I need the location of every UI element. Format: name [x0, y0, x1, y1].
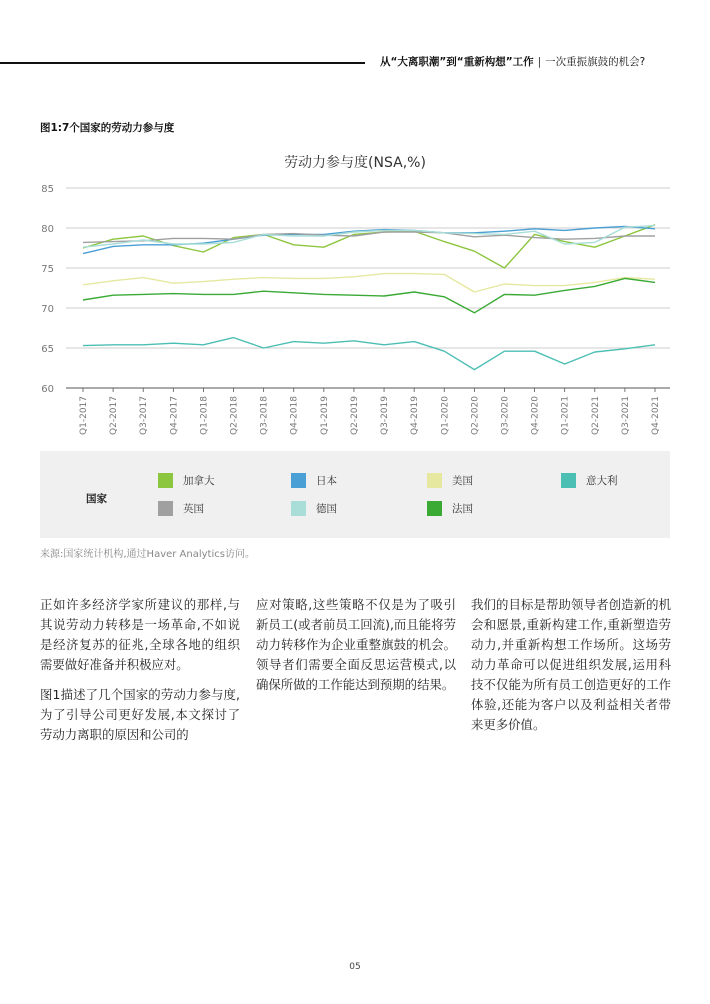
x-tick-label: Q3-2019	[380, 396, 391, 435]
series-line-法国	[83, 278, 655, 312]
y-tick-label: 60	[41, 384, 54, 395]
legend-swatch-france	[427, 501, 442, 516]
x-tick-label: Q2-2020	[470, 396, 481, 435]
legend-swatch-uk	[158, 501, 173, 516]
x-tick-label: Q4-2018	[289, 396, 300, 435]
x-tick-label: Q4-2017	[169, 396, 180, 435]
legend-heading: 国家	[86, 493, 107, 505]
paragraph: 正如许多经济学家所建议的那样,与其说劳动力转移是一场革命,不如说是经济复苏的征兆,全球各地的组织需要做好准备并积极应对。	[40, 597, 240, 672]
x-tick-label: Q2-2021	[590, 396, 601, 435]
x-tick-label: Q1-2021	[560, 396, 571, 435]
x-tick-label: Q2-2018	[229, 396, 240, 435]
y-tick-label: 65	[41, 344, 54, 355]
x-tick-label: Q4-2021	[651, 396, 661, 435]
paragraph: 我们的目标是帮助领导者创造新的机会和愿景,重新构建工作,重新塑造劳动力,并重新构想工作场所。这场劳动力革命可以促进组织发展,运用科技不仅能为所有员工创造更好的工作体验,还能为客户以及利益相关者带来更多价值。	[471, 597, 671, 732]
x-tick-label: Q2-2019	[349, 396, 360, 435]
header-rule	[0, 62, 365, 64]
legend-label-germany: 德国	[316, 503, 337, 515]
legend	[40, 451, 670, 538]
legend-item-germany	[291, 501, 337, 516]
x-tick-label: Q3-2021	[620, 396, 631, 435]
x-tick-label: Q3-2017	[139, 396, 150, 435]
body-column-1	[40, 595, 240, 755]
legend-label-canada: 加拿大	[183, 475, 215, 487]
series-line-德国	[83, 226, 655, 248]
y-axis	[41, 184, 54, 395]
legend-item-france	[427, 501, 473, 516]
chart-title: 劳动力参与度(NSA,%)	[284, 155, 426, 171]
legend-label-japan: 日本	[316, 475, 337, 487]
legend-swatch-germany	[291, 501, 306, 516]
x-tick-label: Q1-2019	[319, 396, 330, 435]
x-axis	[79, 388, 661, 435]
legend-item-japan	[291, 473, 337, 488]
legend-item-usa	[427, 473, 473, 488]
legend-label-uk: 英国	[183, 503, 204, 515]
y-tick-label: 70	[41, 304, 54, 315]
x-tick-label: Q1-2020	[440, 396, 451, 435]
x-tick-label: Q4-2019	[410, 396, 421, 435]
body-column-3	[471, 595, 671, 745]
line-chart	[0, 140, 710, 445]
y-tick-label: 80	[41, 224, 54, 235]
body-column-2	[256, 595, 456, 705]
legend-item-canada	[158, 473, 215, 488]
legend-label-usa: 美国	[452, 475, 473, 487]
x-tick-label: Q4-2020	[530, 396, 541, 435]
header-separator: |	[537, 56, 542, 68]
running-header	[380, 54, 645, 69]
figure-source: 来源:国家统计机构,通过Haver Analytics访问。	[40, 549, 255, 560]
legend-item-uk	[158, 501, 204, 516]
legend-label-italy: 意大利	[586, 475, 618, 487]
legend-swatch-canada	[158, 473, 173, 488]
paragraph: 应对策略,这些策略不仅是为了吸引新员工(或者前员工回流),而且能将劳动力转移作为企业重整旗鼓的机会。领导者们需要全面反思运营模式,以确保所做的工作能达到预期的结果。	[256, 597, 456, 692]
series-line-英国	[83, 232, 655, 242]
y-tick-label: 85	[41, 184, 54, 195]
header-title-rest: 一次重振旗鼓的机会?	[545, 56, 646, 68]
paragraph: 图1描述了几个国家的劳动力参与度,为了引导公司更好发展,本文探讨了劳动力离职的原因和公司的	[40, 687, 240, 742]
legend-swatch-usa	[427, 473, 442, 488]
header-title-bold: 从“大离职潮”到“重新构想”工作	[380, 56, 534, 68]
legend-item-italy	[561, 473, 618, 488]
series-line-意大利	[83, 338, 655, 370]
x-tick-label: Q3-2020	[500, 396, 511, 435]
legend-swatch-japan	[291, 473, 306, 488]
y-tick-label: 75	[41, 264, 54, 275]
x-tick-label: Q1-2018	[199, 396, 210, 435]
series-line-日本	[83, 226, 655, 253]
page-number: 05	[349, 962, 361, 972]
x-tick-label: Q1-2017	[79, 396, 89, 435]
x-tick-label: Q3-2018	[259, 396, 270, 435]
legend-swatch-italy	[561, 473, 576, 488]
x-tick-label: Q2-2017	[109, 396, 120, 435]
figure-title: 图1:7个国家的劳动力参与度	[40, 122, 175, 134]
legend-label-france: 法国	[452, 503, 473, 515]
